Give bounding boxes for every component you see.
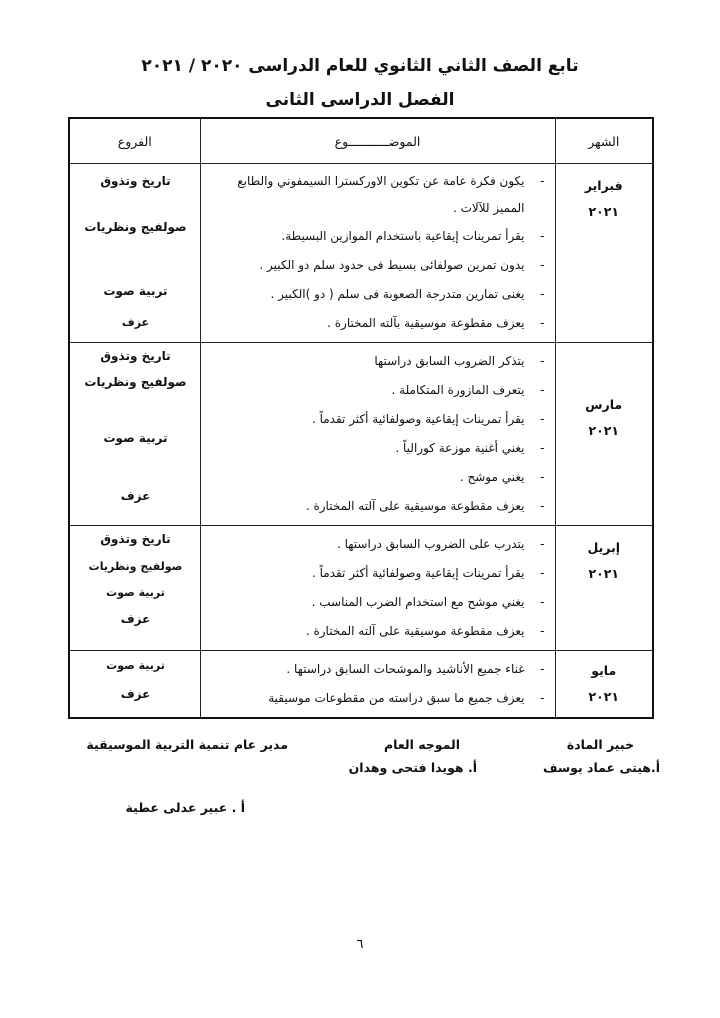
list-item: - يعزف جميع ما سبق دراسته من مقطوعات موسيقية [207,684,549,713]
list-item: - يعزف مقطوعة موسيقية على آلته المختارة . [207,492,549,521]
list-item: - يغنى تمارين متدرجة الصعوبة فى سلم ( دو )الكبير . [207,280,549,309]
month-year: ٢٠٢١ [588,566,620,581]
curriculum-table [68,117,654,719]
list-item: - يغني موشح . [207,463,549,492]
branch-cell [69,343,200,526]
table-header-row [69,118,653,164]
branch-label: عزف [120,489,151,503]
branch-label: تاريخ وتذوق [100,349,171,363]
month-name: فبراير [584,178,623,193]
header-month: الشهر [555,118,653,164]
list-item: - يقرأ تمرينات إيقاعية وصولفائية أكثر تقدماً . [207,405,549,434]
topic-cell [200,526,555,651]
branch-cell [69,164,200,343]
topic-cell [200,343,555,526]
branch-label: صولفيج ونظريات [84,375,187,389]
month-name: إبريل [587,540,621,555]
month-year: ٢٠٢١ [588,689,620,704]
branch-label: تاريخ وتذوق [100,174,171,188]
expert-name: أ.هيتى عماد يوسف [543,760,660,775]
branch-label: تربية صوت [106,659,165,672]
director-title: مدير عام تنمية التربية الموسيقية [86,737,288,752]
branch-label: صولفيج ونظريات [84,220,187,234]
page-number: ٦ [356,937,364,952]
semester-title: الفصل الدراسى الثانى [265,90,455,110]
branch-cell [69,651,200,719]
table-row [69,343,653,526]
list-item: - يتذكر الضروب السابق دراستها [207,347,549,376]
list-item: - يكون فكرة عامة عن تكوين الاوركسترا السيمفوني والطابع المميز للآلات . [207,168,549,222]
branch-label: عزف [121,316,150,329]
topic-cell [200,164,555,343]
month-name: مايو [591,663,617,678]
month-cell [555,164,653,343]
expert-title: خبير المادة [566,737,634,752]
month-year: ٢٠٢١ [588,204,620,219]
month-cell [555,343,653,526]
table-row [69,526,653,651]
branch-label: تربية صوت [106,586,165,599]
list-item: - يتدرب على الضروب السابق دراستها . [207,530,549,559]
branch-label: صولفيج ونظريات [88,560,183,573]
document-title: تابع الصف الثاني الثانوي للعام الدراسى ٢٠٢٠ / ٢٠٢١ [141,56,579,76]
branch-label: تربية صوت [103,284,168,298]
list-item: - يدون تمرين صولفائى بسيط فى حدود سلم دو الكبير . [207,251,549,280]
topic-cell [200,651,555,719]
branch-cell [69,526,200,651]
list-item: - غناء جميع الأناشيد والموشحات السابق دراستها . [207,655,549,684]
branch-label: عزف [120,612,151,626]
supervisor-title: الموجه العام [383,737,460,752]
list-item: - يعزف مقطوعة موسيقية على آلته المختارة . [207,617,549,646]
month-name: مارس [585,397,623,412]
table-row [69,651,653,719]
director-name: أ . عبير عدلى عطية [125,800,245,815]
month-cell [555,526,653,651]
list-item: - يغني أغنية موزعة كورالياً . [207,434,549,463]
month-cell [555,651,653,719]
list-item: - يتعرف المازورة المتكاملة . [207,376,549,405]
list-item: - يقرأ تمرينات إيقاعية وصولفائية أكثر تقدماً . [207,559,549,588]
header-topic: الموضـــــــــــوع [200,118,555,164]
supervisor-name: أ. هويدا فتحى وهدان [348,760,477,775]
list-item: - يعزف مقطوعة موسيقية بآلته المختارة . [207,309,549,338]
branch-label: تربية صوت [103,431,168,445]
month-year: ٢٠٢١ [588,423,620,438]
list-item: - يقرأ تمرينات إيقاعية باستخدام الموازين البسيطة. [207,222,549,251]
header-branch: الفروع [69,118,200,164]
table-row [69,164,653,343]
branch-label: عزف [120,687,151,701]
branch-label: تاريخ وتذوق [100,532,171,546]
list-item: - يغني موشح مع استخدام الضرب المناسب . [207,588,549,617]
